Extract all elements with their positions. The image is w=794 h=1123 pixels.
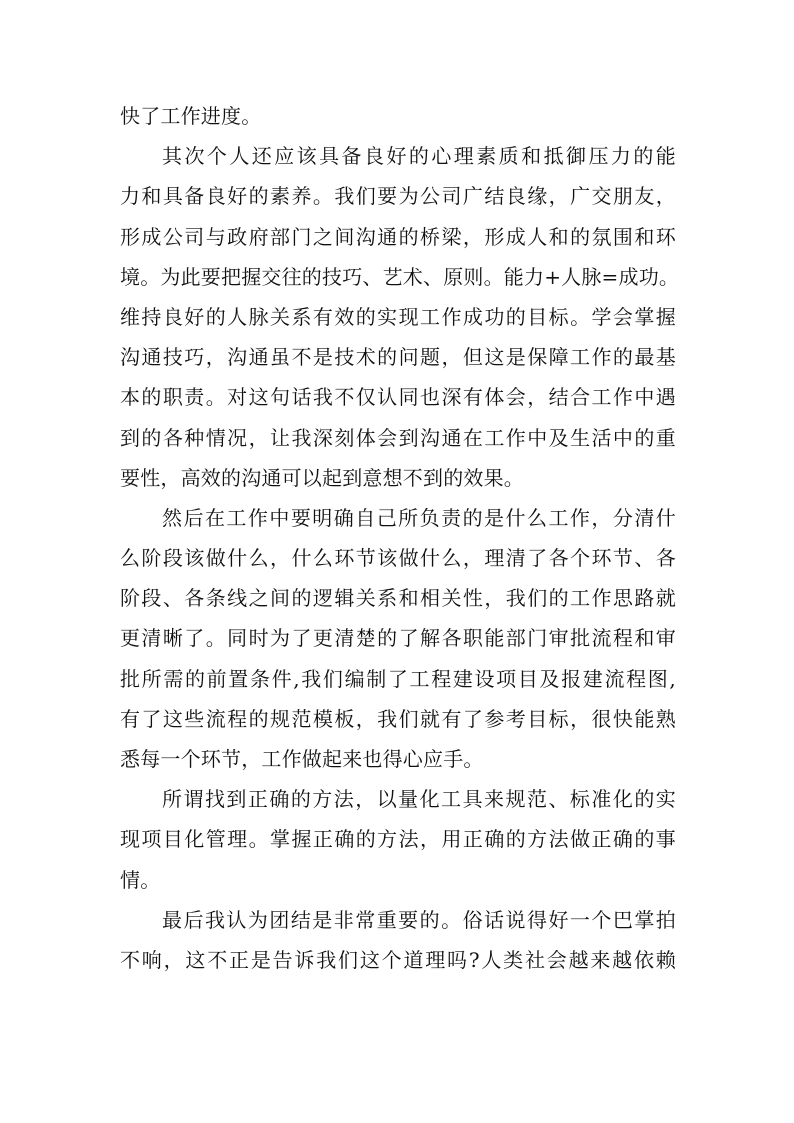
text-line: 快了工作进度。 <box>120 104 262 128</box>
text-line: 境。为此要把握交往的技巧、艺术、原则。能力+人脉=成功。 <box>120 264 680 289</box>
text-line: 维持良好的人脉关系有效的实现工作成功的目标。学会掌握 <box>120 304 676 329</box>
text-line: 阶段、各条线之间的逻辑关系和相关性，我们的工作思路就 <box>120 586 676 611</box>
text-line: 到的各种情况，让我深刻体会到沟通在工作中及生活中的重 <box>120 425 676 450</box>
text-line: 更清晰了。同时为了更清楚的了解各职能部门审批流程和审 <box>120 626 676 651</box>
paragraph-first-line: 然后在工作中要明确自己所负责的是什么工作，分清什 <box>162 505 676 530</box>
text-line: 么阶段该做什么，什么环节该做什么，理清了各个环节、各 <box>120 546 676 571</box>
text-line: 本的职责。对这句话我不仅认同也深有体会，结合工作中遇 <box>120 385 676 410</box>
text-line: 情。 <box>120 867 161 892</box>
body-text <box>120 96 680 980</box>
paragraph-first-line: 所谓找到正确的方法，以量化工具来规范、标准化的实 <box>162 787 676 812</box>
text-line: 悉每一个环节，工作做起来也得心应手。 <box>120 747 484 771</box>
text-line: 要性，高效的沟通可以起到意想不到的效果。 <box>120 465 524 490</box>
text-line: 有了这些流程的规范模板，我们就有了参考目标，很快能熟 <box>120 706 676 731</box>
paragraph-first-line: 最后我认为团结是非常重要的。俗话说得好一个巴掌拍 <box>162 907 676 932</box>
text-line: 力和具备良好的素养。我们要为公司广结良缘，广交朋友， <box>120 184 676 209</box>
text-line: 沟通技巧，沟通虽不是技术的问题，但这是保障工作的最基 <box>120 345 676 370</box>
text-line: 形成公司与政府部门之间沟通的桥梁，形成人和的氛围和环 <box>120 224 676 249</box>
text-line: 现项目化管理。掌握正确的方法，用正确的方法做正确的事 <box>120 827 676 852</box>
text-line: 批所需的前置条件,我们编制了工程建设项目及报建流程图, <box>120 666 676 691</box>
text-line: 不响，这不正是告诉我们这个道理吗?人类社会越来越依赖 <box>120 947 676 972</box>
paragraph-first-line: 其次个人还应该具备良好的心理素质和抵御压力的能 <box>162 144 676 169</box>
